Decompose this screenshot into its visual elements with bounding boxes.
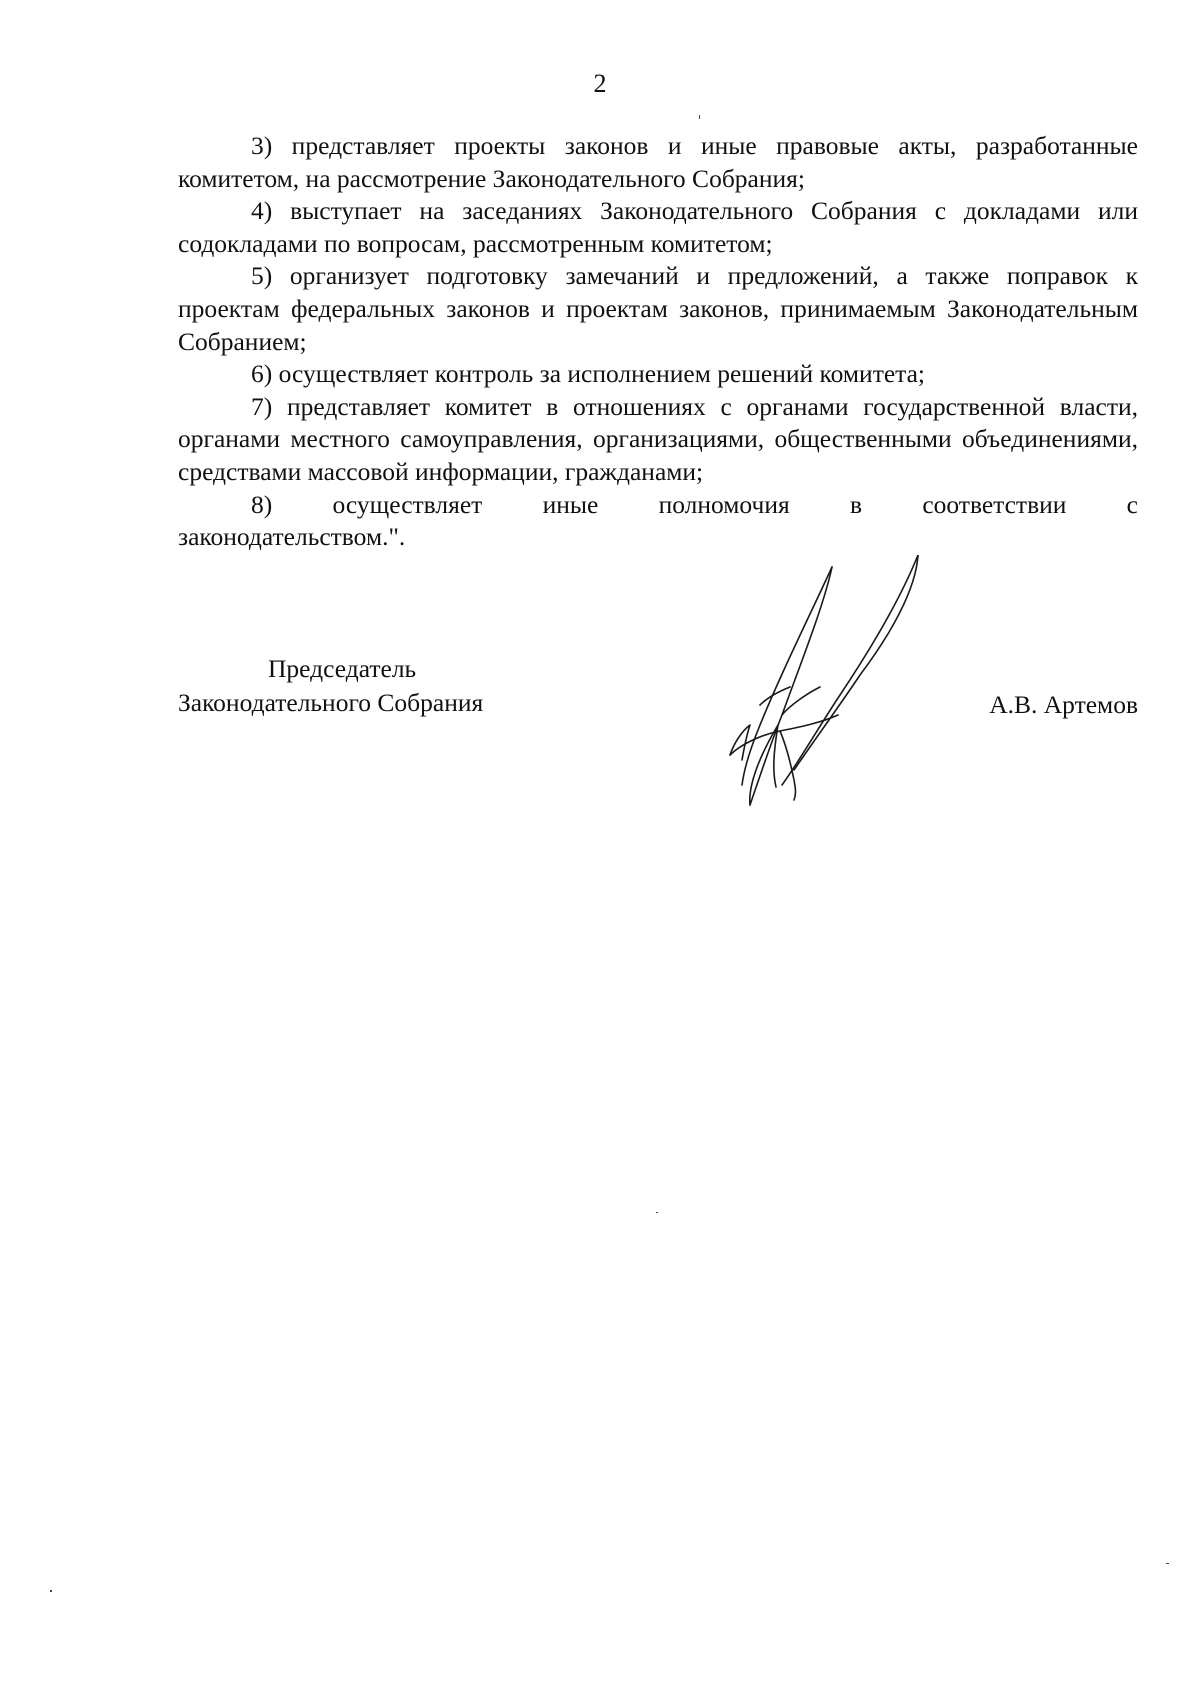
document-body <box>178 130 1138 554</box>
signatory-title-line2: Законодательного Собрания <box>178 688 484 717</box>
list-item: 4) выступает на заседаниях Законодательного Собрания с докладами или содокладами по вопросам, рассмотренным комитетом; <box>178 196 1138 258</box>
scan-speck <box>1166 1563 1169 1564</box>
page-number: 2 <box>593 69 607 98</box>
list-item: 5) организует подготовку замечаний и предложений, а также поправок к проектам федеральных законов и проектам законов, принимаемым Законодательным Собранием; <box>178 261 1138 356</box>
list-item: 7) представляет комитет в отношениях с органами государственной власти, органами местного самоуправления, организациями, общественными объединениями, средствами массовой информации, гражданами; <box>178 391 1138 486</box>
scan-speck <box>699 115 700 119</box>
signatory-name: А.В. Артемов <box>989 690 1138 719</box>
list-item: 3) представляет проекты законов и иные правовые акты, разработанные комитетом, на рассмотрение Законодательного Собрания; <box>178 131 1138 193</box>
list-item-last-line1: 8) осуществляет иные полномочия в соответствии с <box>251 489 1138 519</box>
handwritten-signature <box>720 555 940 825</box>
list-item-last-line2: законодательством.". <box>178 522 406 552</box>
signatory-title-line1: Председатель <box>268 654 417 683</box>
scan-speck <box>656 1212 658 1213</box>
list-item: 6) осуществляет контроль за исполнением решений комитета; <box>251 359 926 389</box>
signatory-title <box>178 652 483 720</box>
scan-speck <box>50 1590 52 1592</box>
